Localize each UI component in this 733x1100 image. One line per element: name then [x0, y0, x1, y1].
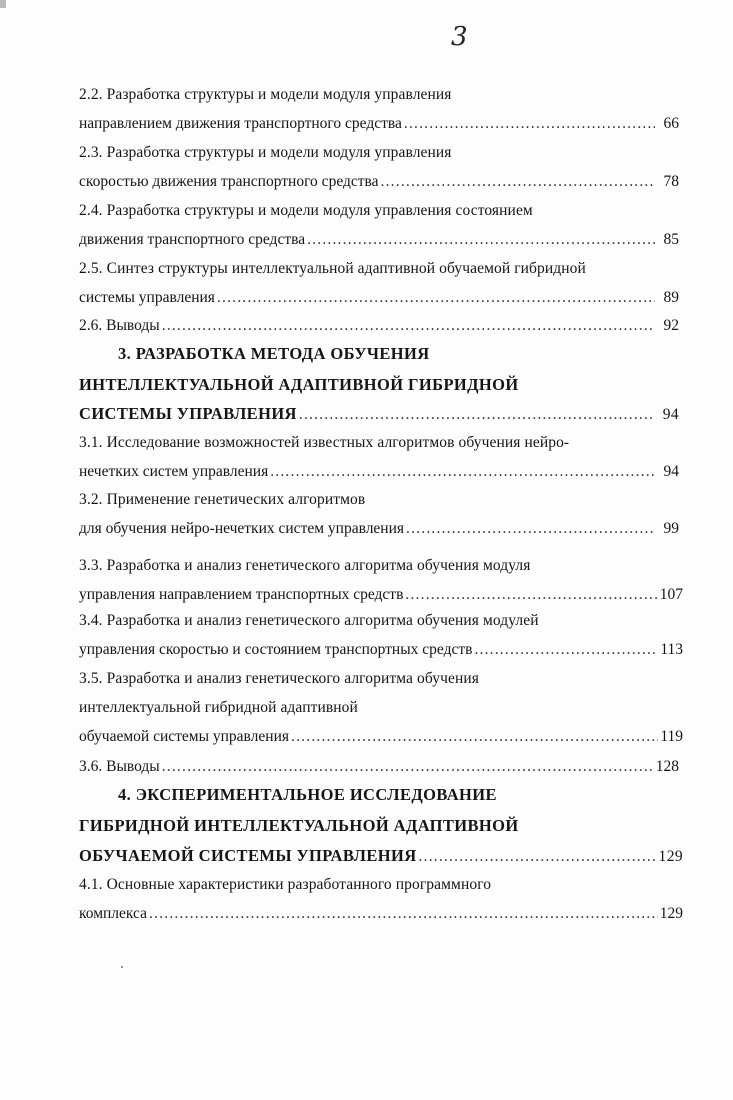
toc-heading-text: 3. РАЗРАБОТКА МЕТОДА ОБУЧЕНИЯ	[118, 344, 430, 363]
dot-leader	[162, 757, 654, 777]
toc-entry-2-2-cont	[79, 114, 679, 134]
toc-entry-3-4-cont	[79, 640, 683, 660]
toc-page-number: 94	[662, 406, 679, 423]
page-number: 3	[451, 22, 468, 52]
toc-heading-text: СИСТЕМЫ УПРАВЛЕНИЯ	[79, 404, 297, 423]
toc-entry-text: 2.5. Синтез структуры интеллектуальной адаптивной обучаемой гибридной	[79, 260, 586, 277]
scan-edge-mark	[0, 0, 6, 8]
toc-page-number: 89	[663, 289, 679, 306]
dot-leader	[404, 114, 655, 134]
dot-leader	[474, 640, 658, 660]
toc-entry-text: 2.6. Выводы	[79, 317, 160, 334]
toc-chapter-4-heading-cont	[79, 816, 519, 836]
toc-entry-3-5-cont	[79, 698, 358, 718]
toc-entry-text: 2.4. Разработка структуры и модели модуля управления состоянием	[79, 202, 533, 219]
toc-entry-text: 2.3. Разработка структуры и модели модуля управления	[79, 144, 452, 161]
toc-entry-text: управления скоростью и состоянием транспортных средств	[79, 641, 473, 658]
toc-entry-text: системы управления	[79, 289, 215, 306]
toc-entry-text: 3.1. Исследование возможностей известных алгоритмов обучения нейро-	[79, 434, 570, 451]
toc-entry-text: 3.3. Разработка и анализ генетического алгоритма обучения модуля	[79, 557, 531, 574]
toc-heading-text: ГИБРИДНОЙ ИНТЕЛЛЕКТУАЛЬНОЙ АДАПТИВНОЙ	[79, 816, 519, 835]
dot-leader	[162, 316, 655, 336]
dot-leader	[406, 519, 655, 539]
dot-leader	[291, 727, 658, 747]
toc-page-number: 113	[660, 641, 683, 658]
toc-entry-text: интеллектуальной гибридной адаптивной	[79, 699, 358, 716]
toc-page-number: 107	[659, 586, 683, 603]
toc-entry-text: для обучения нейро-нечетких систем управления	[79, 520, 405, 537]
toc-entry-text: 3.4. Разработка и анализ генетического алгоритма обучения модулей	[79, 612, 539, 629]
dot-leader	[307, 230, 655, 250]
toc-page-number: 99	[663, 520, 679, 537]
toc-entry-2-2	[79, 85, 452, 105]
toc-chapter-4-heading-end	[79, 846, 683, 867]
toc-entry-text: управления направлением транспортных средств	[79, 586, 404, 603]
toc-entry-2-3-cont	[79, 172, 679, 192]
toc-chapter-3-heading-end	[79, 404, 679, 425]
toc-entry-3-2-cont	[79, 519, 679, 539]
toc-entry-4-1	[79, 875, 491, 895]
toc-entry-3-5-end	[79, 727, 683, 747]
dot-leader	[381, 172, 655, 192]
toc-entry-3-1-cont	[79, 462, 679, 482]
toc-entry-2-5-cont	[79, 288, 679, 308]
toc-chapter-3-heading	[118, 344, 430, 364]
toc-entry-3-5	[79, 669, 479, 689]
dot-leader	[419, 847, 657, 867]
toc-entry-text: движения транспортного средства	[79, 231, 306, 248]
toc-heading-text: 4. ЭКСПЕРИМЕНТАЛЬНОЕ ИССЛЕДОВАНИЕ	[118, 785, 497, 804]
toc-entry-text: 4.1. Основные характеристики разработанного программного	[79, 876, 492, 893]
toc-entry-3-4	[79, 611, 539, 631]
toc-page-number: 78	[663, 173, 679, 190]
toc-page-number: 119	[660, 728, 683, 745]
toc-entry-text: направлением движения транспортного средства	[79, 115, 402, 132]
toc-entry-4-1-cont	[79, 904, 683, 924]
toc-entry-text: 3.5. Разработка и анализ генетического алгоритма обучения	[79, 670, 479, 687]
toc-chapter-3-heading-cont	[79, 375, 519, 395]
dot-leader	[217, 288, 655, 308]
toc-entry-text: комплекса	[79, 905, 148, 922]
toc-entry-3-6	[79, 757, 679, 777]
toc-entry-2-4-cont	[79, 230, 679, 250]
toc-heading-text: ИНТЕЛЛЕКТУАЛЬНОЙ АДАПТИВНОЙ ГИБРИДНОЙ	[79, 375, 519, 394]
toc-heading-text: ОБУЧАЕМОЙ СИСТЕМЫ УПРАВЛЕНИЯ	[79, 846, 417, 865]
toc-entry-3-2	[79, 490, 365, 510]
toc-page-number: 92	[663, 317, 679, 334]
toc-entry-text: 3.2. Применение генетических алгоритмов	[79, 491, 366, 508]
scan-speck	[121, 966, 123, 968]
toc-entry-3-3	[79, 556, 530, 576]
toc-page-number: 128	[655, 758, 679, 775]
dot-leader	[270, 462, 655, 482]
toc-entry-text: нечетких систем управления	[79, 463, 269, 480]
toc-entry-2-6	[79, 316, 679, 336]
dot-leader	[299, 405, 655, 425]
dot-leader	[405, 585, 657, 605]
toc-entry-2-5	[79, 259, 586, 279]
toc-entry-text: 3.6. Выводы	[79, 758, 160, 775]
toc-entry-text: обучаемой системы управления	[79, 728, 290, 745]
toc-page-number: 94	[663, 463, 679, 480]
toc-page-number: 66	[663, 115, 679, 132]
toc-page-number: 129	[659, 905, 683, 922]
toc-entry-text: скоростью движения транспортного средства	[79, 173, 379, 190]
toc-page-number: 85	[663, 231, 679, 248]
toc-chapter-4-heading	[118, 785, 497, 805]
toc-entry-3-3-cont	[79, 585, 683, 605]
toc-entry-2-3	[79, 143, 452, 163]
toc-page-number: 129	[658, 848, 683, 865]
toc-entry-3-1	[79, 433, 569, 453]
toc-entry-text: 2.2. Разработка структуры и модели модуля управления	[79, 86, 452, 103]
toc-entry-2-4	[79, 201, 533, 221]
dot-leader	[149, 904, 658, 924]
